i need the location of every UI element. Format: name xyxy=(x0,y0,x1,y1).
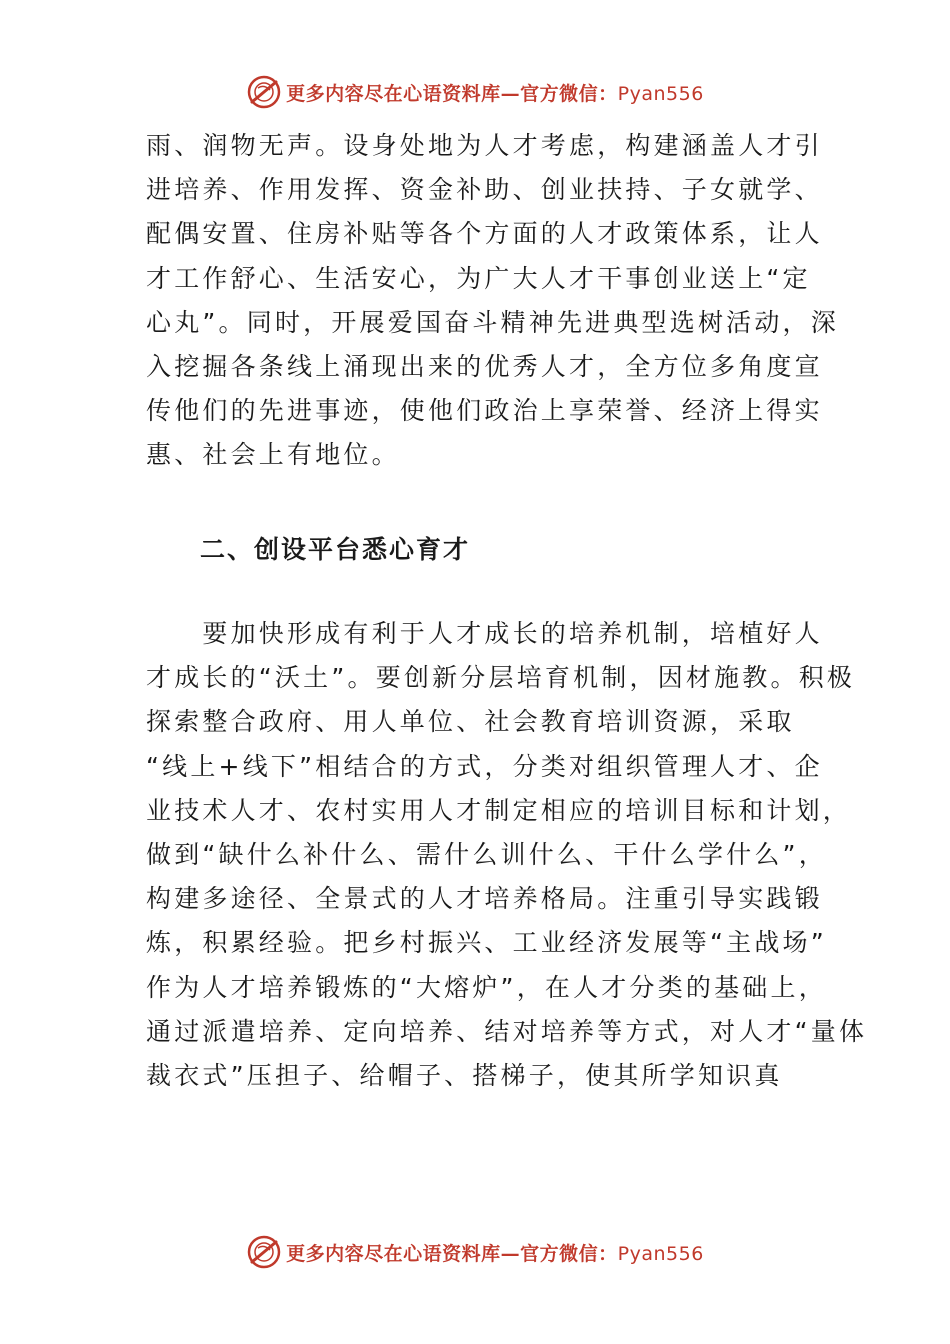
banner-label: 更多内容尽在心语资料库—官方微信： xyxy=(286,82,618,105)
text-line: 入挖掘各条线上涌现出来的优秀人才，全方位多角度宣 xyxy=(146,352,823,382)
banner-text xyxy=(286,1239,704,1266)
text-line: 才成长的“沃土”。要创新分层培育机制，因材施教。积极 xyxy=(146,663,856,693)
text-line: 传他们的先进事迹，使他们政治上享荣誉、经济上得实 xyxy=(146,396,823,426)
header-banner xyxy=(0,72,950,112)
text-line: 炼，积累经验。把乡村振兴、工业经济发展等“主战场” xyxy=(146,928,827,958)
text-line: 探索整合政府、用人单位、社会教育培训资源，采取 xyxy=(146,707,795,737)
text-line: 进培养、作用发挥、资金补助、创业扶持、子女就学、 xyxy=(146,175,823,205)
text-line: 才工作舒心、生活安心，为广大人才干事创业送上“定 xyxy=(146,263,811,293)
text-line: “线上+线下”相结合的方式，分类对组织管理人才、企 xyxy=(146,751,823,781)
paragraph-1 xyxy=(146,124,839,478)
banner-wechat-id: Pyan556 xyxy=(617,82,704,105)
section-heading: 二、创设平台悉心育才 xyxy=(200,535,471,564)
text-line: 构建多途径、全景式的人才培养格局。注重引导实践锻 xyxy=(146,884,823,914)
seal-logo-icon xyxy=(246,1234,282,1270)
footer-banner xyxy=(0,1232,950,1272)
banner-text xyxy=(286,79,704,106)
banner-label: 更多内容尽在心语资料库—官方微信： xyxy=(286,1242,618,1265)
text-line: 作为人才培养锻炼的“大熔炉”，在人才分类的基础上， xyxy=(146,972,827,1002)
text-line: 雨、润物无声。设身处地为人才考虑，构建涵盖人才引 xyxy=(146,131,823,160)
paragraph-2 xyxy=(146,612,868,1098)
text-line: 通过派遣培养、定向培养、结对培养等方式，对人才“量体 xyxy=(146,1016,868,1046)
text-line: 裁衣式”压担子、给帽子、搭梯子，使其所学知识真 xyxy=(146,1061,783,1091)
text-line: 配偶安置、住房补贴等各个方面的人才政策体系，让人 xyxy=(146,219,823,249)
text-line: 做到“缺什么补什么、需什么训什么、干什么学什么”， xyxy=(146,840,827,870)
seal-logo-icon xyxy=(246,74,282,110)
text-line: 业技术人才、农村实用人才制定相应的培训目标和计划， xyxy=(146,795,852,825)
banner-wechat-id: Pyan556 xyxy=(617,1242,704,1265)
text-line: 要加快形成有利于人才成长的培养机制，培植好人 xyxy=(146,619,823,648)
text-line: 心丸”。同时，开展爱国奋斗精神先进典型选树活动，深 xyxy=(146,307,839,337)
text-line: 惠、社会上有地位。 xyxy=(146,440,400,470)
